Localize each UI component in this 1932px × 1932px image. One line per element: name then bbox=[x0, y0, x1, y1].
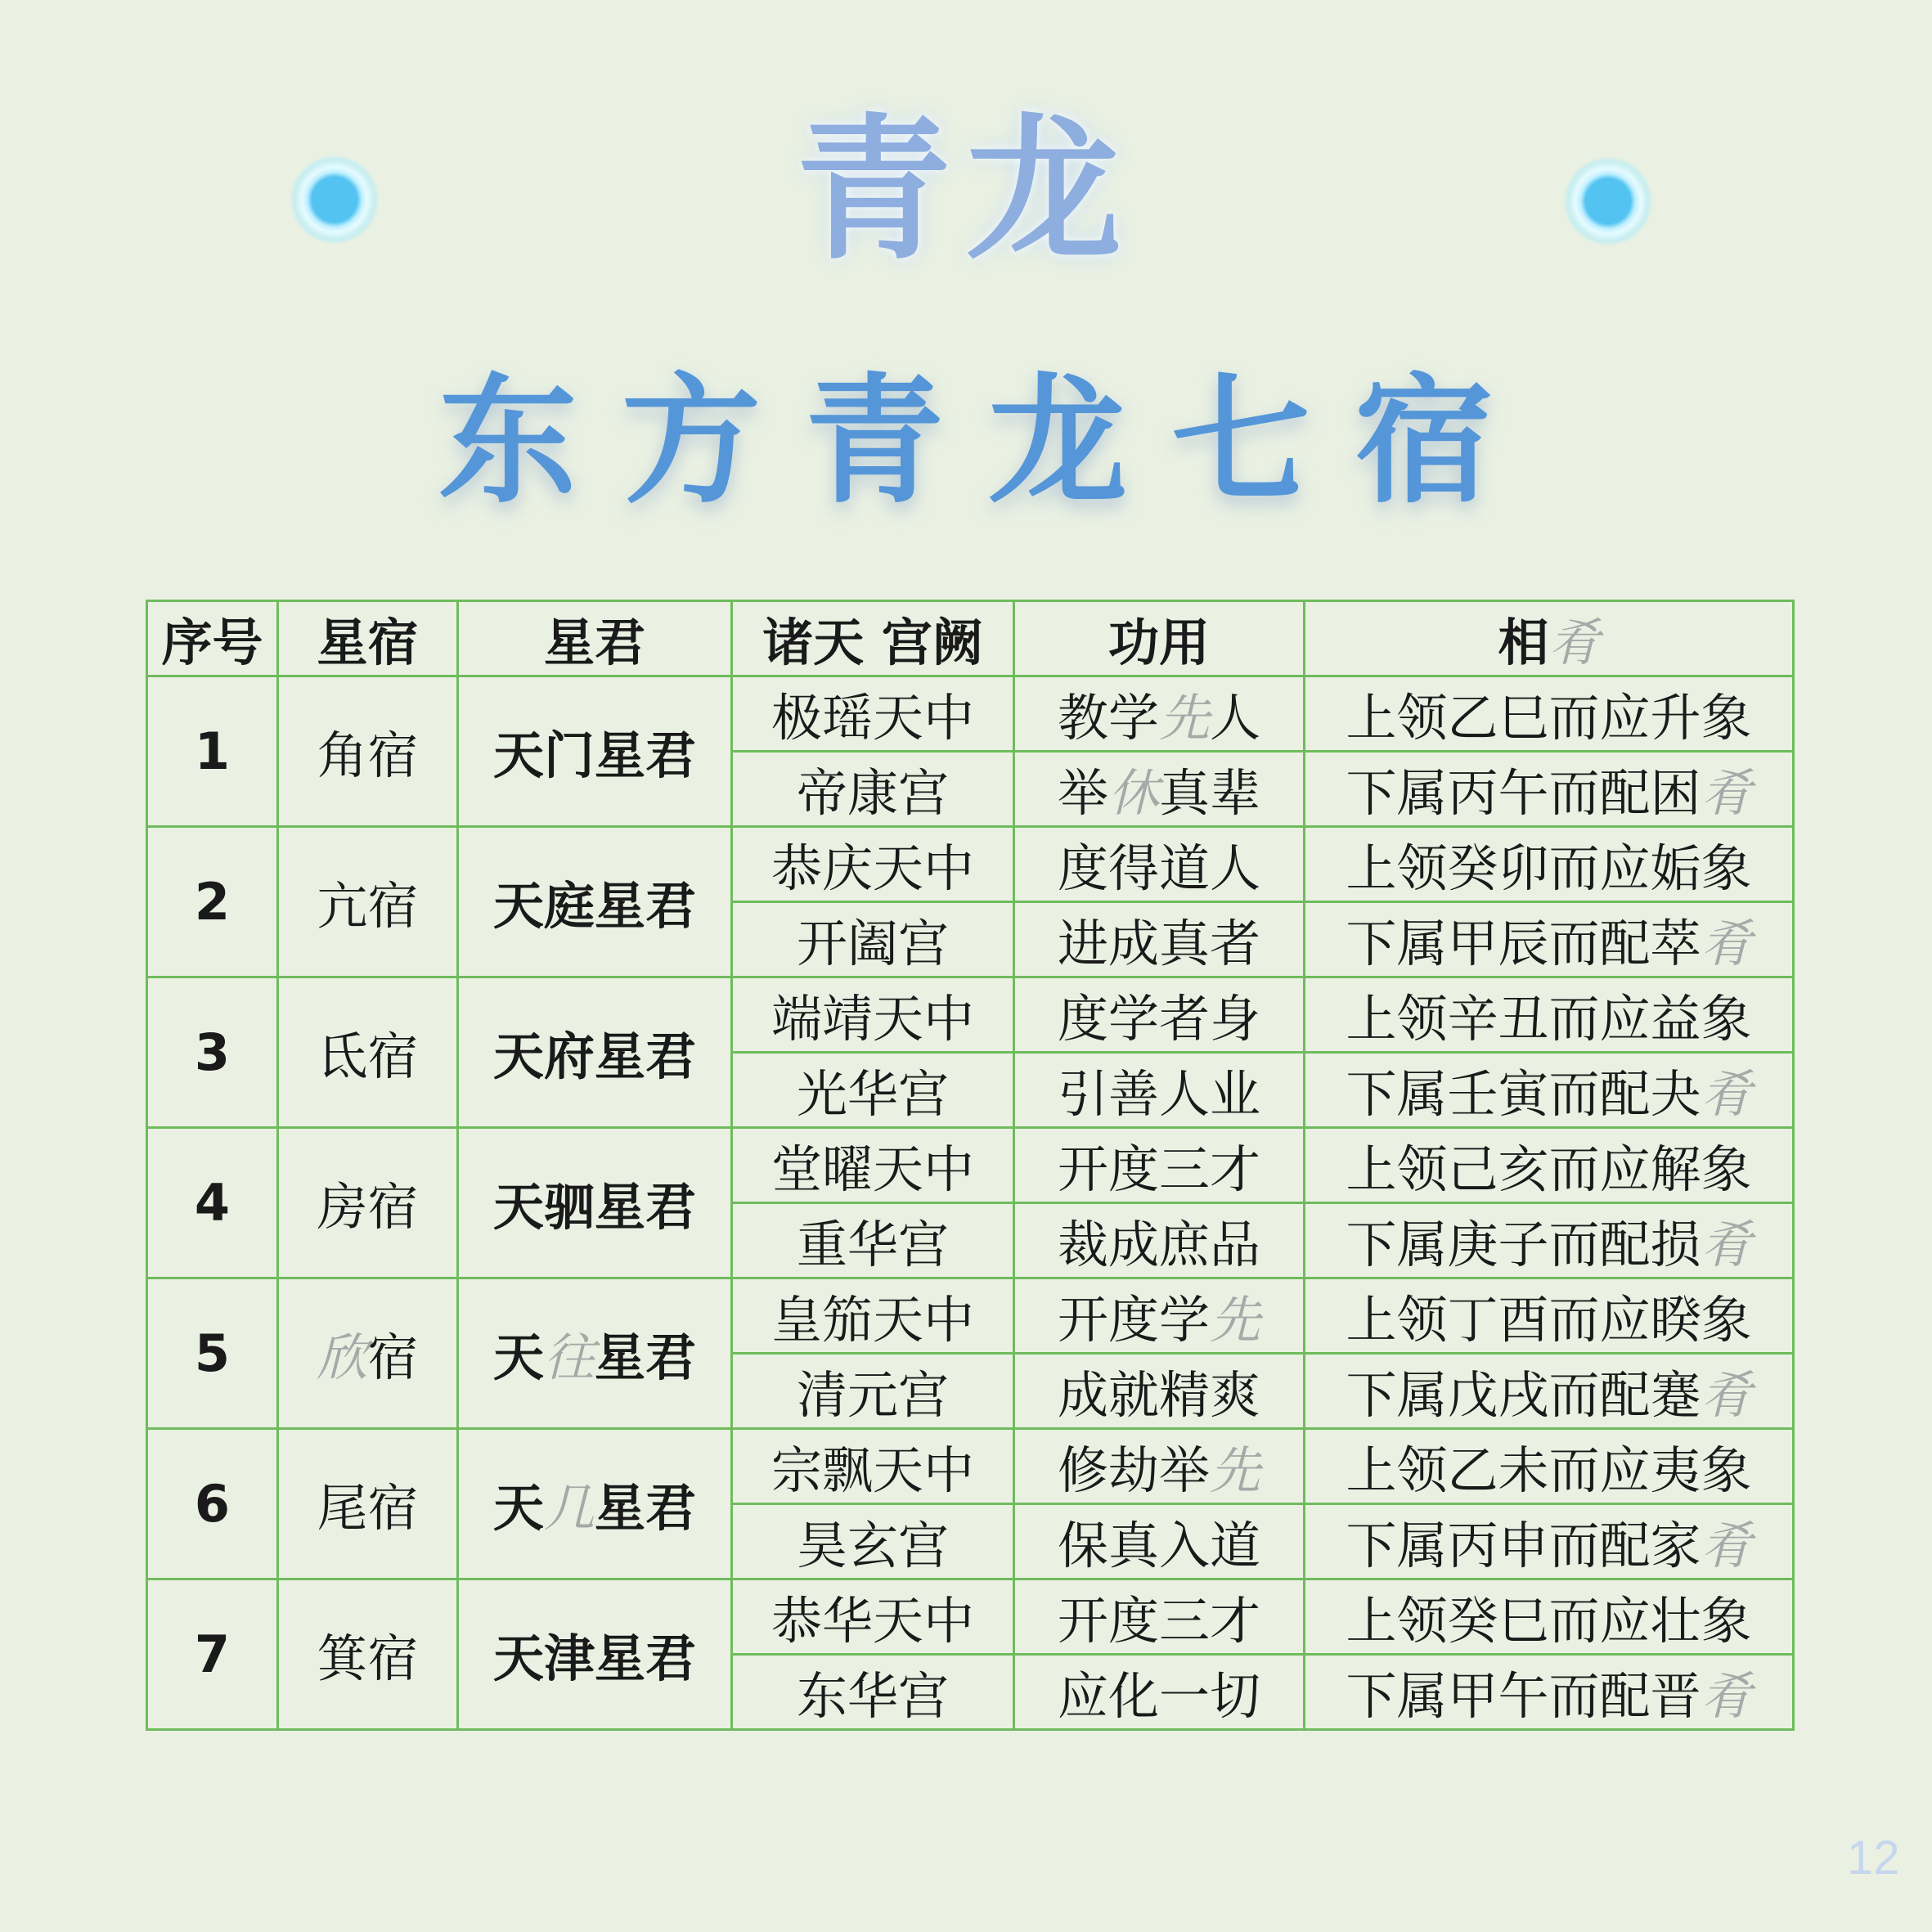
palace-cell: 开阖宫 bbox=[732, 902, 1014, 977]
palace-cell: 恭庆天中 bbox=[732, 827, 1014, 902]
cell-text: 教学 bbox=[1057, 688, 1159, 748]
function-cell bbox=[1014, 1053, 1305, 1128]
faint-character: 肴 bbox=[1701, 1064, 1752, 1124]
cell-text: 真辈 bbox=[1159, 763, 1261, 823]
table-header-row bbox=[147, 601, 1794, 676]
cell-text: 成就精爽 bbox=[1057, 1365, 1260, 1425]
palace-cell: 极瑶天中 bbox=[732, 676, 1014, 752]
aspect-cell bbox=[1305, 827, 1794, 902]
cell-text: 上领癸卯而应姤象 bbox=[1346, 838, 1752, 898]
cell-text: 裁成庶品 bbox=[1057, 1215, 1260, 1274]
cell-text: 度得道人 bbox=[1057, 838, 1260, 898]
cell-text: 上领丁酉而应睽象 bbox=[1346, 1290, 1752, 1350]
cell-text: 开度三才 bbox=[1057, 1139, 1260, 1199]
column-header bbox=[147, 601, 278, 676]
cell-text: 下属丙申而配家 bbox=[1346, 1516, 1701, 1575]
function-cell bbox=[1014, 676, 1305, 752]
cell-text: 进成真者 bbox=[1057, 914, 1260, 973]
row-number: 4 bbox=[147, 1128, 278, 1278]
cell-text: 天驷星君 bbox=[492, 1177, 696, 1237]
cell-text: 开度三才 bbox=[1057, 1591, 1260, 1651]
cell-text: 角宿 bbox=[317, 726, 419, 785]
aspect-cell bbox=[1305, 977, 1794, 1053]
palace-cell: 清元宫 bbox=[732, 1354, 1014, 1429]
star-lord-cell bbox=[458, 1429, 732, 1579]
aspect-cell bbox=[1305, 1203, 1794, 1278]
row-number: 1 bbox=[147, 676, 278, 827]
aspect-cell bbox=[1305, 1128, 1794, 1203]
cell-text: 星君 bbox=[595, 1328, 697, 1387]
aspect-cell bbox=[1305, 752, 1794, 827]
column-header-label: 功用 bbox=[1108, 613, 1210, 672]
cell-text: 下属丙午而配困 bbox=[1346, 763, 1701, 823]
faint-character: 肴 bbox=[1701, 1215, 1752, 1274]
palace-cell: 恭华天中 bbox=[732, 1579, 1014, 1655]
function-cell bbox=[1014, 752, 1305, 827]
cell-text: 箕宿 bbox=[317, 1629, 419, 1688]
function-cell bbox=[1014, 1655, 1305, 1730]
cell-text: 下属甲辰而配萃 bbox=[1346, 914, 1701, 973]
function-cell bbox=[1014, 1429, 1305, 1504]
mansion-table bbox=[146, 600, 1795, 1731]
palace-cell: 光华宫 bbox=[732, 1053, 1014, 1128]
cell-text: 下属甲午而配晋 bbox=[1346, 1666, 1701, 1726]
star-lord-cell bbox=[458, 1128, 732, 1278]
aspect-cell bbox=[1305, 1429, 1794, 1504]
cell-text: 宿 bbox=[367, 1328, 419, 1387]
star-lord-cell bbox=[458, 827, 732, 977]
cell-text: 亢宿 bbox=[317, 876, 419, 936]
function-cell bbox=[1014, 827, 1305, 902]
palace-cell: 宗飘天中 bbox=[732, 1429, 1014, 1504]
cell-text: 上领辛丑而应益象 bbox=[1346, 989, 1752, 1049]
column-header-label: 序号 bbox=[161, 613, 263, 672]
mansion-cell bbox=[278, 977, 458, 1128]
cell-text: 天庭星君 bbox=[492, 876, 696, 936]
table-row bbox=[147, 1429, 1794, 1504]
cell-text: 天 bbox=[492, 1328, 544, 1387]
cell-text: 上领己亥而应解象 bbox=[1346, 1139, 1752, 1199]
row-number: 3 bbox=[147, 977, 278, 1128]
cell-text: 星君 bbox=[595, 1478, 697, 1538]
table-row bbox=[147, 827, 1794, 902]
cell-text: 引善人业 bbox=[1057, 1064, 1260, 1124]
cell-text: 上领癸巳而应壮象 bbox=[1346, 1591, 1752, 1651]
palace-cell: 端靖天中 bbox=[732, 977, 1014, 1053]
cell-text: 举 bbox=[1057, 763, 1108, 823]
cell-text: 度学者身 bbox=[1057, 989, 1260, 1049]
star-lord-cell bbox=[458, 1278, 732, 1429]
function-cell bbox=[1014, 1579, 1305, 1655]
function-cell bbox=[1014, 1128, 1305, 1203]
function-cell bbox=[1014, 1203, 1305, 1278]
cell-text: 人 bbox=[1210, 688, 1261, 748]
star-lord-cell bbox=[458, 977, 732, 1128]
aspect-cell bbox=[1305, 1504, 1794, 1579]
function-cell bbox=[1014, 977, 1305, 1053]
row-number: 2 bbox=[147, 827, 278, 977]
faint-character: 往 bbox=[543, 1328, 595, 1387]
column-header-label: 相 bbox=[1498, 613, 1549, 672]
cell-text: 房宿 bbox=[317, 1177, 419, 1237]
cell-text: 氐宿 bbox=[317, 1027, 419, 1086]
cell-text: 下属庚子而配损 bbox=[1346, 1215, 1701, 1274]
cell-text: 应化一切 bbox=[1057, 1666, 1260, 1726]
faint-character: 先 bbox=[1210, 1440, 1261, 1500]
faint-character: 肴 bbox=[1701, 1365, 1752, 1425]
function-cell bbox=[1014, 902, 1305, 977]
table-row bbox=[147, 1278, 1794, 1354]
column-header-label: 星君 bbox=[543, 613, 645, 672]
faint-character: 肴 bbox=[1701, 914, 1752, 973]
faint-character: 肴 bbox=[1701, 1516, 1752, 1575]
palace-cell: 帝康宫 bbox=[732, 752, 1014, 827]
page-subtitle: 东方青龙七宿 bbox=[438, 361, 1538, 523]
table-row bbox=[147, 977, 1794, 1053]
function-cell bbox=[1014, 1278, 1305, 1354]
palace-cell: 堂曜天中 bbox=[732, 1128, 1014, 1203]
mansion-cell bbox=[278, 676, 458, 827]
faint-character: 先 bbox=[1158, 688, 1210, 748]
column-header-label: 星宿 bbox=[317, 613, 419, 672]
column-header bbox=[1014, 601, 1305, 676]
column-header bbox=[458, 601, 732, 676]
mansion-cell bbox=[278, 1579, 458, 1730]
cell-text: 上领乙未而应夷象 bbox=[1346, 1440, 1752, 1500]
cell-text: 下属戊戌而配蹇 bbox=[1346, 1365, 1701, 1425]
aspect-cell bbox=[1305, 1053, 1794, 1128]
palace-cell: 昊玄宫 bbox=[732, 1504, 1014, 1579]
palace-cell: 皇笳天中 bbox=[732, 1278, 1014, 1354]
column-header bbox=[1305, 601, 1794, 676]
cell-text: 天门星君 bbox=[492, 726, 696, 785]
aspect-cell bbox=[1305, 902, 1794, 977]
column-header-label: 诸天 宫阙 bbox=[762, 613, 983, 672]
page-number: 12 bbox=[1847, 1831, 1900, 1885]
function-cell bbox=[1014, 1504, 1305, 1579]
cell-text: 天 bbox=[492, 1478, 544, 1538]
palace-cell: 重华宫 bbox=[732, 1203, 1014, 1278]
row-number: 5 bbox=[147, 1278, 278, 1429]
faint-character: 肴 bbox=[1548, 613, 1600, 672]
faint-character: 欣 bbox=[317, 1328, 368, 1387]
row-number: 6 bbox=[147, 1429, 278, 1579]
page-title: 青龙 bbox=[795, 100, 1136, 281]
aspect-cell bbox=[1305, 1354, 1794, 1429]
mansion-cell bbox=[278, 1278, 458, 1429]
aspect-cell bbox=[1305, 1579, 1794, 1655]
cell-text: 修劫举 bbox=[1057, 1440, 1210, 1500]
mansion-cell bbox=[278, 1429, 458, 1579]
faint-character: 几 bbox=[543, 1478, 595, 1538]
aspect-cell bbox=[1305, 676, 1794, 752]
column-header bbox=[278, 601, 458, 676]
table-row bbox=[147, 1128, 1794, 1203]
table-row bbox=[147, 1579, 1794, 1655]
table-row bbox=[147, 676, 1794, 752]
aspect-cell bbox=[1305, 1278, 1794, 1354]
row-number: 7 bbox=[147, 1579, 278, 1730]
cell-text: 天津星君 bbox=[492, 1629, 696, 1688]
star-lord-cell bbox=[458, 1579, 732, 1730]
mansion-cell bbox=[278, 827, 458, 977]
faint-character: 肴 bbox=[1701, 763, 1752, 823]
cell-text: 开度学 bbox=[1057, 1290, 1210, 1350]
cell-text: 尾宿 bbox=[317, 1478, 419, 1538]
column-header bbox=[732, 601, 1014, 676]
cell-text: 上领乙巳而应升象 bbox=[1346, 688, 1752, 748]
cell-text: 天府星君 bbox=[492, 1027, 696, 1086]
faint-character: 先 bbox=[1210, 1290, 1261, 1350]
cell-text: 保真入道 bbox=[1057, 1516, 1260, 1575]
aspect-cell bbox=[1305, 1655, 1794, 1730]
faint-character: 肴 bbox=[1701, 1666, 1752, 1726]
star-lord-cell bbox=[458, 676, 732, 827]
palace-cell: 东华宫 bbox=[732, 1655, 1014, 1730]
cell-text: 下属壬寅而配夬 bbox=[1346, 1064, 1701, 1124]
mansion-cell bbox=[278, 1128, 458, 1278]
function-cell bbox=[1014, 1354, 1305, 1429]
faint-character: 休 bbox=[1108, 763, 1159, 823]
